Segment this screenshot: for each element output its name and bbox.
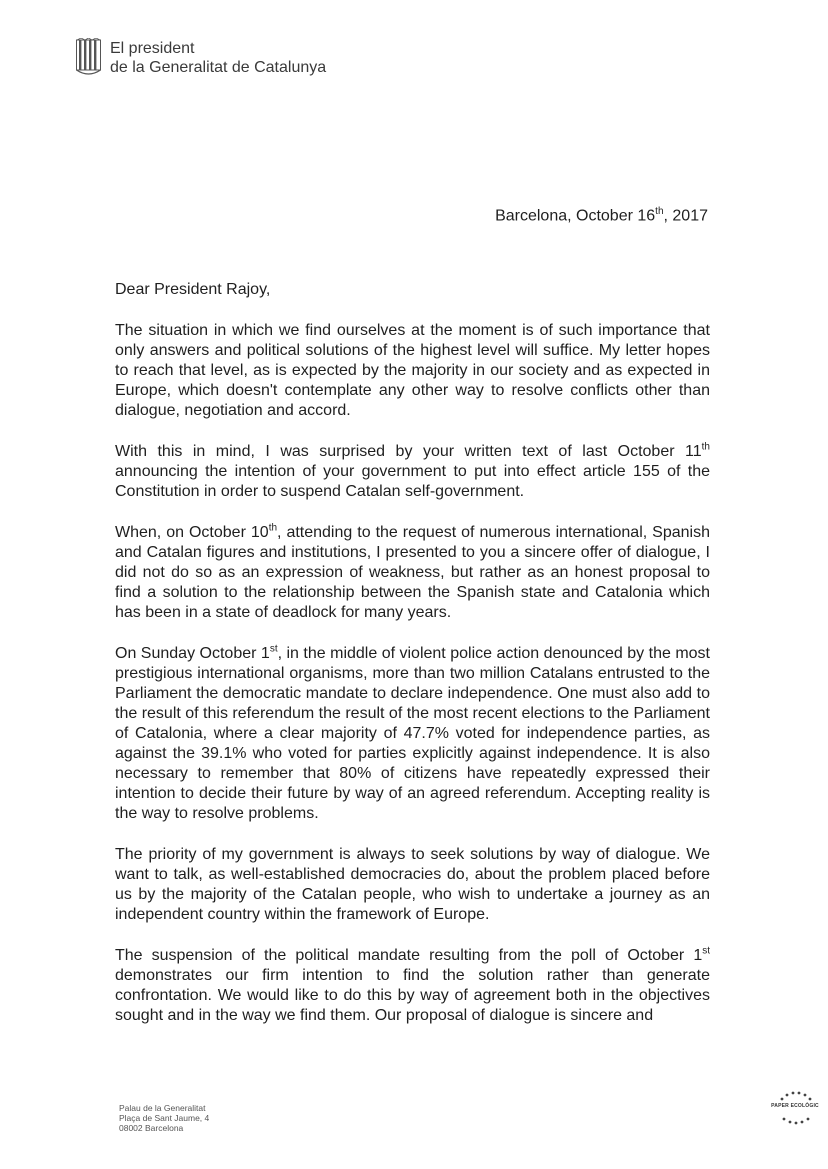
paragraph-3-sup: th	[268, 522, 278, 534]
footer-address-line-2: Plaça de Sant Jaume, 4	[119, 1113, 210, 1123]
paragraph-2-sup: th	[701, 441, 710, 453]
paragraph-4-text-b: , in the middle of violent police action denounced by the most prestigious international organisms, more than two million Catalans entrusted to the Parliament the democratic mandate to declare independence. One must also add to the result of this referendum the result of the most recent elections to the Parliament of Catalonia, where a clear majority of 47.7% voted for independence parties, as against the 39.1% who voted for parties explicitly against independence. It is also necessary to remember that 80% of citizens have repeatedly expressed their intention to decide their future by way of an agreed referendum. Accepting reality is the way to resolve problems.	[115, 645, 711, 822]
date-year: , 2017	[663, 207, 708, 225]
paragraph-2-text-a: With this in mind, I was surprised by your written text of last October 11	[115, 443, 702, 460]
paragraph-4	[115, 644, 710, 824]
paragraph-3-text-a: When, on October 10	[115, 524, 269, 541]
letterhead-title	[110, 39, 326, 77]
paragraph-2	[115, 442, 710, 502]
footer-address-line-1: Palau de la Generalitat	[119, 1103, 206, 1113]
date-prefix: Barcelona, October 16	[495, 207, 656, 225]
eco-paper-label: PAPER ECOLÒGIC	[771, 1103, 819, 1109]
paragraph-6-text-b: demonstrates our firm intention to find the solution rather than generate confrontation. We would like to do this by way of agreement both in the objectives sought and in the way we find them. Our proposal of dialogue is sincere and	[115, 967, 710, 1024]
paragraph-3	[115, 523, 710, 623]
letter-body	[115, 280, 710, 1047]
footer-address-line-3: 08002 Barcelona	[119, 1123, 184, 1133]
paragraph-3-text-b: , attending to the request of numerous international, Spanish and Catalan figures and institutions, I presented to you a sincere offer of dialogue, I did not do so as an expression of weakness, but rather as an honest proposal to find a solution to the relationship between the Spanish state and Catalonia which has been in a state of deadlock for many years.	[115, 524, 710, 621]
letterhead-line-2: de la Generalitat de Catalunya	[110, 59, 327, 76]
eco-paper-logo	[770, 1087, 820, 1129]
paragraph-2-text-b: announcing the intention of your government to put into effect article 155 of the Constitution in order to suspend Catalan self-government.	[115, 463, 710, 500]
paragraph-4-sup: st	[269, 643, 278, 655]
salutation: Dear President Rajoy,	[115, 281, 271, 298]
letter-date	[495, 201, 708, 227]
footer-address	[119, 1103, 209, 1133]
catalan-government-emblem-icon	[76, 38, 101, 76]
paragraph-5: The priority of my government is always to seek solutions by way of dialogue. We want to talk, as well-established democracies do, about the problem placed before us by the majority of the Catalan people, who wish to undertake a journey as an independent country within the framework of Europe.	[115, 846, 710, 923]
paragraph-1: The situation in which we find ourselves at the moment is of such importance that only answers and political solutions of the highest level will suffice. My letter hopes to reach that level, as is expected by the majority in our society and as expected in Europe, which doesn't contemplate any other way to resolve conflicts other than dialogue, negotiation and accord.	[115, 322, 710, 419]
paragraph-6	[115, 946, 710, 1026]
date-suffix: th	[655, 206, 664, 217]
letterhead-line-1: El president	[110, 40, 195, 57]
paragraph-4-text-a: On Sunday October 1	[115, 645, 270, 662]
paragraph-6-text-a: The suspension of the political mandate resulting from the poll of October 1	[115, 947, 703, 964]
paragraph-6-sup: st	[702, 945, 710, 957]
